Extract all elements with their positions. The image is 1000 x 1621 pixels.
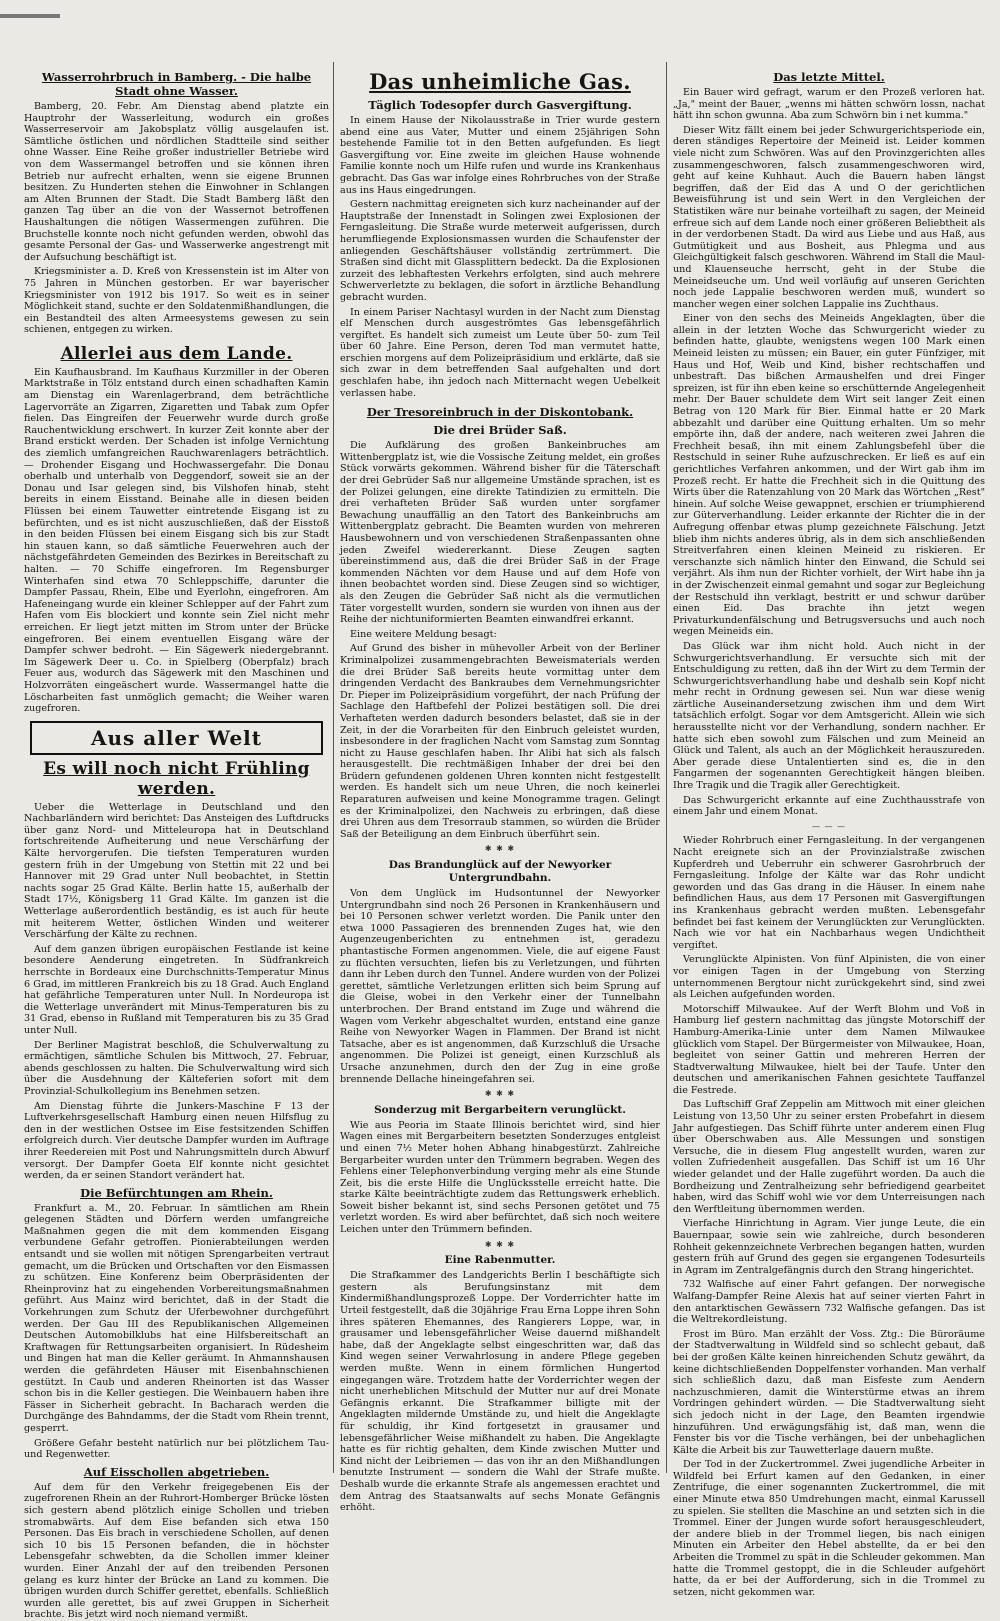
column-1 — [24, 66, 329, 1621]
article-paragraph: 732 Walfische auf einer Fahrt gefangen. Der norwegische Walfang-Dampfer Reine Alexis hat auf seiner vierten Fahrt in den antarktischen Gewässern 732 Walfische gefangen. Das ist die Weltrekordleistung. — [673, 1279, 985, 1326]
separator: ✱ ✱ ✱ — [484, 844, 516, 854]
article-paragraph: Kriegsminister a. D. Kreß von Kressenstein ist im Alter von 75 Jahren in München gestorben. Er war bayerischer Kriegsminister von 1912 bis 1917. So weit es in seiner Möglichkeit stand, suchte er den Soldatenmißhandlungen, die ein Bestandteil des alten Armeesystems gewesen zu sein schienen, entgegen zu wirken. — [24, 266, 329, 336]
article-paragraph: Wieder Rohrbruch einer Ferngasleitung. In der vergangenen Nacht ereignete sich an der Provinzialstraße zwischen Kupferdreh und Ueberruhr ein schwerer Gasrohrbruch der Ferngasleitung. Infolge der Kälte war das Rohr undicht geworden und das Gas drang in die Häuser. In einem nahe befindlichen Haus, aus dem 17 Personen mit Gasvergiftungen ins Krankenhaus gebracht werden mußten. Lebensgefahr befindet bei fast keinem der Verunglückten zur Verunglückten. Nach wie vor hat ein Nachbarhaus wegen Undichtheit vergiftet. — [673, 835, 985, 951]
headline-eisschollen: Auf Eisschollen abgetrieben. — [83, 1464, 270, 1479]
article-paragraph: Motorschiff Milwaukee. Auf der Werft Blohm und Voß in Hamburg lief gestern nachmittag das jüngste Motorschiff der Hamburg-Amerika-Linie unter dem Namen Milwaukee glücklich vom Stapel. Der Bürgermeister von Milwaukee, Hoan, begleitet von seiner Gattin und mehreren Herren der Stadtverwaltung Milwaukee, hielt bei der Taufe. Unter den deutschen und amerikanischen Fahnen gesichtete Tauffanzel die Festrede. — [673, 1003, 985, 1096]
article-paragraph: Bamberg, 20. Febr. Am Dienstag abend platzte ein Hauptrohr der Wasserleitung, wodurch ein großes Wasserreservoir am Jakobsplatz völlig ausgelaufen ist. Sämtliche östlichen und nördlichen Stadtteile sind seither ohne Wasser. Eine Reihe großer industrieller Betriebe wird von dem Wassermangel betroffen und sie können ihren Betrieb nur aufrecht erhalten, wenn sie eigene Brunnen besitzen. Zu Hunderten stehen die Einwohner in Schlangen am Alten Brunnen der Stadt. Die Stadt Bamberg läßt den ganzen Tag über an die von der Wassernot betroffenen Haushaltungen die nötigen Wassermengen zuführen. Die Bruchstelle konnte noch nicht gefunden werden, obwohl das gesamte Personal der Gas- und Wasserwerke angestrengt mit der Aufsuchung beschäftigt ist. — [24, 101, 329, 263]
column-rule-1 — [333, 62, 334, 1473]
article-paragraph: Frankfurt a. M., 20. Februar. In sämtlichen am Rhein gelegenen Städten und Dörfern werden umfangreiche Maßnahmen gegen die mit dem kommenden Eisgang verbundene Gefahr getroffen. Pionierabteilungen werden entsandt und sie wollen mit nötigen Sprengarbeiten vertraut gemacht, um die Brücken und Ortschaften vor den Eismassen zu schützen. Eine Konferenz beim Oberpräsidenten der Rheinprovinz hat zu eingehenden Vorbereitungsmaßnahmen geführt. Aus Mainz wird berichtet, daß in der Stadt die Vorkehrungen zum Schutz der Uferbewohner durchgeführt werden. Der Gau III des Republikanischen Allgemeinen Deutschen Automobilklubs hat eine Hilfsbereitschaft an Kraftwagen für Rettungsarbeiten organisiert. In Rüdesheim und Bingen hat man die Keller geräumt. In Ahmannshausen werden die gefährdeten Häuser mit Eisenbahnschienen gestützt. In Caub und anderen Rheinorten ist das Wasser schon bis in die Keller gestiegen. Die Weinbauern haben ihre Fässer in Sicherheit gebracht. In Bacharach werden die Durchgänge des Bahndamms, der die Stadt vom Rhein trennt, gesperrt. — [24, 1202, 329, 1434]
article-paragraph: Vierfache Hinrichtung in Agram. Vier junge Leute, die ein Bauernpaar, sowie sein wie zahlreiche, durch besonderen Rohheit gekennzeichnete Verbrechen begangen hatten, wurden gestern früh auf Grund des gegen sie ergangenen Todesurteils in Agram im Zentralgefängnis durch den Strang hingerichtet. — [673, 1218, 985, 1276]
article-paragraph: Das Glück war ihm nicht hold. Auch nicht in der Schwurgerichtsverhandlung. Er versuchte sich mit der Entschuldigung zu retten, daß ihn der Wirt zu dem Termin der Schwurgerichtsverhandlung habe und deshalb sein Kopf nicht mehr recht in Ordnung gewesen sei. Nun war diese wenig zärtliche Auseinandersetzung zwischen ihm und dem Wirt tatsächlich erfolgt. Sogar vor dem Amtsgericht. Allein wie sich herausstellte nicht vor der Verhandlung, sondern nachher. Er hatte sich eben sowohl zum Fälschen und zum Meineid an Glück und Talent, als auch an der Möglichkeit herauszureden. Aber gerade diese Untalentierten sind es, die in den Fangarmen der sogenannten Gerechtigkeit hängen bleiben. Ihre Tragik und die Tragik aller Gerechtigkeit. — [673, 640, 985, 792]
column-rule-2 — [666, 62, 667, 1473]
subheadline-gas: Täglich Todesopfer durch Gasvergiftung. — [368, 98, 632, 112]
article-paragraph: Der Berliner Magistrat beschloß, die Schulverwaltung zu ermächtigen, sämtliche Schulen bis Mittwoch, 27. Februar, abends geschlossen zu halten. Die Schulverwaltung wird sich über die Ausdehnung der Kälteferien sofort mit dem Provinzial-Schulkollegium ins Benehmen setzen. — [24, 1039, 329, 1097]
article-paragraph: Das Schwurgericht erkannte auf eine Zuchthausstrafe von einem Jahr und einem Monat. — [673, 794, 985, 818]
subheadline-sass: Die drei Brüder Saß. — [433, 423, 567, 438]
article-paragraph: Auf dem für den Verkehr freigegebenen Eis der zugefrorenen Rhein an der Ruhrort-Homberger Brücke lösten sich gestern abend plötzlich einige Schollen und trieben stromabwärts. Auf dem Eise befanden sich etwa 150 Personen. Das Eis brach in verschiedene Schollen, auf denen sich 10 bis 15 Personen befanden, die in höchster Lebensgefahr schwebten, da die Schollen immer kleiner wurden. Einer Anzahl der auf den treibenden Personen gelang es kurz hinter der Brücke an Land zu kommen. Die übrigen wurden durch Schiffer gerettet, ebenfalls. Schließlich wurden alle gerettet, bis auf zwei Gruppen in Sicherheit brachte. Bis jetzt wird noch niemand vermißt. — [24, 1481, 329, 1621]
section-box-aus-aller-welt: Aus aller Welt — [30, 721, 323, 755]
headline-rhein: Die Befürchtungen am Rhein. — [80, 1185, 273, 1200]
article-paragraph: Ein Bauer wird gefragt, warum er den Prozeß verloren hat. „Ja," meint der Bauer, „wenns mi hätten schwörn lossn, nachat hätt ihn schon gwunna. Aba zum Schwörn bin i net kumma." — [673, 87, 985, 122]
headline-rabenmutter: Eine Rabenmutter. — [444, 1254, 556, 1267]
headline-tresor: Der Tresoreinbruch in der Diskontobank. — [366, 405, 634, 420]
article-paragraph: Wie aus Peoria im Staate Illinois berichtet wird, sind hier Wagen eines mit Bergarbeitern besetzten Sonderzuges entgleist und einen 7½ Meter hohen Abhang hinabgestürzt. Zahlreiche Bergarbeiter wurden unter den Trümmern begraben. Wegen des Fehlens einer Telephonverbindung verging mehr als eine Stunde Zeit, bis die erste Hilfe die Unglücksstelle erreicht hatte. Die starke Kälte beeinträchtigte zudem das Rettungswerk erheblich. Soweit bisher bekannt ist, sind sechs Personen getötet und 75 verletzt worden. Es wird aber befürchtet, daß sich noch weitere Leichen unter den Trümmern befinden. — [340, 1119, 660, 1236]
article-paragraph: Am Dienstag führte die Junkers-Maschine F 13 der Luftverkehrsgesellschaft Hamburg einen neuen Hilfsflug zu den in der westlichen Ostsee im Eise festsitzenden Schiffen erfolgreich durch. Vier deutsche Dampfer wurden im Auftrage ihrer Reedereien mit Post und Nahrungsmitteln durch Abwurf versorgt. Der Dampfer Goeta Elf konnte nicht gesichtet werden, da er seinen Standort verändert hat. — [24, 1100, 329, 1182]
headline-fruehling: Es will noch nicht Frühling werden. — [43, 758, 310, 799]
article-paragraph: Dieser Witz fällt einem bei jeder Schwurgerichtsperiode ein, deren ständiges Repertoire der Meineid ist. Leider kommen viele nicht zum Schwören. Was auf den Provinzgerichten alles zusammengeschworen, falsch zusammengeschworen wird, geht auf keine Kuhhaut. Auch die Bauern haben längst begriffen, daß der Eid das A und O der gerichtlichen Beweisführung ist und sein Wert in den Vergleichen der Statistiken wäre nur beinahe vorteilhaft zu sagen, der Meineid erfreue sich auf dem Lande noch einer größeren Beliebtheit als in der verdorbenen Stadt. Da wird aus Liebe und aus Haß, aus Gutmütigkeit und aus Bosheit, aus Phlegma und aus Gleichgültigkeit falsch geschworen. Während im Stall die Maul- und Klauenseuche herrscht, geht in der Stube die Meineidseuche um. Und weil vorläufig auf unseren Gerichten noch jede Lappalie beschworen werden muß, wundert so mancher wegen einer solchen Lappalie ins Zuchthaus. — [673, 124, 985, 310]
article-paragraph: Gestern nachmittag ereigneten sich kurz nacheinander auf der Hauptstraße der Innenstadt in Solingen zwei Explosionen der Ferngasleitung. Die Straße wurde meterweit aufgerissen, durch herumfliegende Explosionsmassen wurden die Schaufenster der anliegenden Geschäftshäuser vollständig zertrümmert. Die Straßen sind dicht mit Glassplittern bedeckt. Da die Explosionen zurzeit des lebhaftesten Verkehrs erfolgten, sind auch mehrere Schwerverletzte zu beklagen, die sofort in ärztliche Behandlung gebracht wurden. — [340, 199, 660, 303]
article-paragraph: Von dem Unglück im Hudsontunnel der Newyorker Untergrundbahn sind noch 26 Personen in Krankenhäusern und bei 10 Personen schwer verletzt worden. Die Panik unter den etwa 1000 Passagieren des brennenden Zuges hat, wie den Augenzeugenberichten zu entnehmen ist, geradezu phantastische Formen angenommen. Viele, die auf eigene Faust zu flüchten versuchten, liefen bis zu Verletzungen, und führten dann ihr Leben durch den Tunnel. Andere wurden von der Polizei gerettet, sämtliche Verletzungen erlitten sich beim Sprung auf die Gleise, wobei in den Verkehr einer der Tunnelbahn unterbrochen. Der Brand entstand im Zuge und während die Wagen vom Verkehr abgeschaltet wurden, entstand eine ganze Reihe von Newyorker Wagen in Flammen. Der Brand ist nicht Tatsache, aber es ist angenommen, daß Kurzschluß die Ursache angenommen. Die Polizei ist geneigt, einen Kurzschluß als Ursache anzunehmen, durch den der Zug in eine große brennende Dellache hineingefahren sei. — [340, 888, 660, 1085]
article-paragraph: In einem Pariser Nachtasyl wurden in der Nacht zum Dienstag elf Menschen durch ausgeströmtes Gas lebensgefährlich vergiftet. Es handelt sich zumeist um Leute über 50- zum Teil über 60 Jahre. Eine Person, deren Tod man vermutet hatte, erschien morgens auf dem Polizeipräsidium und erklärte, daß sie sich zwar in dem betreffenden Saal aufgehalten und dort geschlafen habe, ihn jedoch nach Mitternacht wegen Uebelkeit verlassen habe. — [340, 306, 660, 399]
column-2 — [340, 66, 660, 1514]
article-paragraph: Das Luftschiff Graf Zeppelin am Mittwoch mit einer gleichen Leistung von 13,50 Uhr zu seiner ersten Probefahrt in diesem Jahr aufgestiegen. Das Schiff führte unter anderem einen Flug über Oberschwaben aus. Alle Messungen und sonstigen Versuche, die in diesem Flug angestellt wurden, waren zur vollen Zufriedenheit ausgefallen. Das Schiff ist um 16 Uhr wieder gelandet und der Halle zugeführt worden. Da auch die Bordheizung und Zentralheizung sehr befriedigend gearbeitet haben, wird das Schiff wohl wie vor dem Unterreisungen nach den Werftleitung übernommen werden. — [673, 1099, 985, 1215]
column-3 — [673, 66, 985, 1598]
article-paragraph: Verunglückte Alpinisten. Von fünf Alpinisten, die von einer vor einigen Tagen in der Umgebung von Sterzing unternommenen Bergtour nicht zurückgekehrt sind, sind zwei als Leichen aufgefunden worden. — [673, 954, 985, 1001]
article-paragraph: Die Aufklärung des großen Bankeinbruches am Wittenbergplatz ist, wie die Vossische Zeitung meldet, ein großes Stück vorwärts gekommen. Während bisher für die Täterschaft der drei Gebrüder Saß nur allgemeine Umstände sprachen, ist es der Polizei gelungen, eine direkte Tatindizien zu ermitteln. Die drei verhafteten Brüder Saß wurden unter sorgfamer Bewachung unauffällig an den Tatort des Bankeinbruchs am Wittenbergplatz gebracht. Die Beamten wurden von mehreren Hausbewohnern und von verschiedenen Straßenpassanten ohne jeden Zweifel wiedererkannt. Diese Zeugen sagten übereinstimmend aus, daß die drei Brüder Saß in der Frage kommenden Nächten vor dem Hause und auf dem Hofe von ihnen beobachtet worden sind. Diese Zeugen sind so wichtiger, als den Zeugen die Gebrüder Saß nicht als die vermutlichen Täter vorgestellt wurden, sondern sie wurden von ihnen aus der Reihe der nichtuniformierten Beamten einwandfrei erkannt. — [340, 440, 660, 626]
separator: ✱ ✱ ✱ — [484, 1089, 516, 1099]
headline-wasserrohrbruch: Wasserrohrbruch in Bamberg. - Die halbe Stadt ohne Wasser. — [41, 70, 312, 98]
article-paragraph: In einem Hause der Nikolausstraße in Trier wurde gestern abend eine aus Vater, Mutter und einem 25jährigen Sohn bestehende Familie tot in den Betten aufgefunden. Es liegt Gasvergiftung vor. Eine zweite im gleichen Hause wohnende Familie konnte noch um Hilfe rufen und wurde ins Krankenhaus gebracht. Das Gas war infolge eines Rohrbruches von der Straße aus ins Haus eingedrungen. — [340, 115, 660, 196]
article-paragraph: Ueber die Wetterlage in Deutschland und den Nachbarländern wird berichtet: Das Ansteigen des Luftdrucks über ganz Nord- und Mitteleuropa hat in Deutschland fortschreitende Aufheiterung und neue Verschärfung der Kälte hervorgerufen. Die tiefsten Temperaturen wurden gestern früh in der Umgebung von Stettin mit 22 und bei Hannover mit 29 Grad unter Null beobachtet, in Stettin nachts sogar 25 Grad Kälte. Berlin hatte 15, außerhalb der Stadt 17½, Königsberg 11 Grad Kälte. Im ganzen ist die Wetterlage außerordentlich beständig, es ist auch für heute mit heiterem Wetter, östlichen Winden und weiterer Verschärfung der Kälte zu rechnen. — [24, 801, 329, 941]
article-paragraph: Größere Gefahr besteht natürlich nur bei plötzlichem Tau- und Regenwetter. — [24, 1437, 329, 1461]
article-paragraph: Eine weitere Meldung besagt: — [350, 628, 497, 640]
article-paragraph: Ein Kaufhausbrand. Im Kaufhaus Kurzmiller in der Oberen Marktstraße in Tölz entstand durch einen schadhaften Kamin am Dienstag ein Warenlagerbrand, dem beträchtliche Lagervorräte an Zigarren, Zigaretten und Tabak zum Opfer fielen. Das Eingreifen der Feuerwehr wurde durch große Rauchentwicklung erschwert. In kurzer Zeit konnte aber der Brand erstickt werden. Der Schaden ist infolge Vernichtung des ziemlich umfangreichen Rauchwarenlagers beträchtlich. — Drohender Eisgang und Hochwassergefahr. Die Donau oberhalb und unterhalb von Deggendorf, soweit sie an der Donau und Isar gelegen sind, bis Vilshofen hinab, steht bereits in einem Eisstand. Beinahe alle in diesen beiden Flüssen bei einem Tauwetter eintretende Eisgang ist zu befürchten, und es ist nicht auszuschließen, daß der Eisstoß in den beiden Flüssen bei einem Eisgang sich bis zur Stadt hin stauen kann, so daß sämtliche Feuerwehren auch der nächstgefährdeten Gemeinden des Bezirkes in Bereitschaft zu halten. — 70 Schiffe eingefroren. Im Regensburger Winterhafen sind etwa 70 Schleppschiffe, darunter die Dampfer Passau, Rhein, Elbe und Eyerlohn, eingefroren. Am Hafeneingang wurde ein kleiner Schlepper auf der Fahrt zum Hafen vom Eis blockiert und konnte sein Ziel nicht mehr erreichen. Er liegt jetzt mitten im Strom unter der Brücke eingefroren. Bei einem eventuellen Eisgang wäre der Dampfer schwer bedroht. — Ein Sägewerk niedergebrannt. Im Sägewerk Deer u. Co. in Spielberg (Oberpfalz) brach Feuer aus, wodurch das Sägewerk mit den Maschinen und Holzvorräten eingeäschert wurde. Wassermangel hatte die Löscharbeiten fast unmöglich gemacht; die Weiher waren zugefroren. — [24, 366, 329, 715]
article-paragraph: Frost im Büro. Man erzählt der Voss. Ztg.: Die Büroräume der Stadtverwaltung in Wildfeld sind so schlecht gebaut, daß bei der großen Kälte keinen hinreichenden Schutz gewährt, da keine dichtschließenden Doppelfenster vorhanden. Man verhalf sich schließlich dazu, daß man Eisfeste zum Aendern nachzuschmieren, damit die Winterstürme etwas an ihrem Vordringen gehindert würden. — Die Stadtverwaltung sieht sich jedoch nicht in der Lage, den Beamten irgendwie hinzuführen. Und erwägungsfähig ist, daß man, wenn die Fenster bis vor die Tische verhängen, bei der unbehaglichen Kälte die Arbeit bis zur Tauwetterlage dauern mußte. — [673, 1328, 985, 1456]
separator: — — — — [811, 821, 847, 831]
headline-sonderzug: Sonderzug mit Bergarbeitern verunglückt. — [374, 1103, 626, 1116]
headline-gas: Das unheimliche Gas. — [369, 69, 631, 94]
scan-edge-mark — [0, 14, 60, 18]
article-paragraph: Einer von den sechs des Meineids Angeklagten, über die allein in der letzten Woche das Schwurgericht wieder zu befinden hatte, glaubte, wenigstens wegen 100 Mark einen Meineid leisten zu müssen; ein Bauer, ein guter Fünfziger, mit Haus und Hof, Weib und Kind, bisher rechtschaffen und unbestraft. Das bißchen Armaushelfen und drei Finger spreizen, ist für ihn eben keine so erschütternde Angelegenheit mehr. Der Bauer schuldete dem Wirt seit langer Zeit einen Betrag von 120 Mark für Bier. Einmal hatte er 20 Mark abbezahlt und darüber eine Quittung erhalten. Um so mehr empörte ihn, daß der andere, nach weiteren zwei Jahren die Frechheit besaß, ihn mit einem Zahlungsbefehl über die Restschuld in seiner Ruhe aufzuschrecken. Er ließ es auf ein gerichtliches Verfahren ankommen, und der Wirt gab ihm im Prozeß recht. Er hatte die Frechheit sich in die Quittung des Wirts über die Ratenzahlung von 20 Mark das Wörtchen „Rest" hinein. Auf solche Weise gewappnet, erschien er triumphierend zur Güterverhandlung. Leider erkannte der Richter die in der Aufregung offenbar etwas plump gezeichnete Fälschung. Jetzt blieb ihm nichts anderes übrig, als in dem sich anschließenden Streitverfahren einen kleinen Meineid zu riskieren. Er verschanzte sich nämlich hinter den Einwand, die Schuld sei verjährt. Als ihm nun der Richter vorhielt, der Wirt habe ihn ja in der Zwischenzeit einmal gemahnt und sogar zur Begleichung der Restschuld ihn verklagt, bestritt er und schwur darüber einen Eid. Das brachte ihn jetzt wegen Privaturkundenfälschung und Betrugsversuchs und auch noch wegen Meineids ein. — [673, 313, 985, 638]
separator: ✱ ✱ ✱ — [484, 1239, 516, 1249]
headline-allerlei: Allerlei aus dem Lande. — [60, 343, 293, 364]
article-paragraph: Die Strafkammer des Landgerichts Berlin I beschäftigte sich gestern als Berufungsinstanz mit dem Kindermißhandlungsprozeß Loppe. Der Vorderrichter hatte im Urteil festgestellt, daß die 30jährige Frau Erna Loppe ihren Sohn ihres späteren Ehemannes, des Rangierers Loppe, war, in grausamer und lebensgefährlicher Weise dauernd mißhandelt habe, daß der Angeklagte selbst eingeschritten war, daß das Kind wegen seiner Verwahrlosung in andere Pflege gegeben werden mußte. Wenn in einem förmlichen Hungertod eingegangen wäre. Trotzdem hatte der Vorderrichter wegen der nicht unerheblichen Mitschuld der Mutter nur auf drei Monate Gefängnis erkannt. Die Strafkammer billigte mit der Angeklagten mildernde Umstände zu, und hielt die Angeklagte für schuldig, ihr Kind fortgesetzt in grausamer und lebensgefährlicher Weise mißhandelt zu haben. Die Angeklagte hatte es für richtig gehalten, dem Kinde zwischen Mutter und Kind nicht der Leibriemen — das von ihr an den Mißhandlungen benutzte Instrument — sondern die Wahl der Strafe mußte. Deshalb wurde die erkannte Strafe als angemessen erachtet und dem Antrag des Staatsanwalts auf sechs Monate Gefängnis erhöht. — [340, 1270, 660, 1514]
headline-letzte-mittel: Das letzte Mittel. — [773, 70, 885, 84]
article-paragraph: Auf Grund des bisher in mühevoller Arbeit von der Berliner Kriminalpolizei zusammengebrachten Beweismaterials werden die drei Brüder Saß bereits heute vormittag unter dem dringenden Verdacht des Bankraubes dem Vernehmungsrichter Dr. Pieper im Polizeipräsidium vorgeführt, der nach Prüfung der Sachlage den Haftbefehl der Polizei bestätigen soll. Die drei Verhafteten werden dadurch besonders belastet, daß sie in der Zeit, in der die Vorarbeiten für den Einbruch geleistet wurden, insbesondere in der fraglichen Nacht vom Samstag zum Sonntag nicht zu Hause geschlafen haben. Ihr Alibi hat sich als falsch herausgestellt. Die rechtmäßigen Inhaber der drei bei den Brüdern gefundenen goldenen Uhren konnten nicht festgestellt werden. Es handelt sich um neue Uhren, die noch keinerlei Reparaturen aufweisen und keine Monogramme tragen. Gelingt es der Kriminalpolizei, den Nachweis zu erbringen, daß diese drei Uhren aus dem Tresorraub stammen, so würden die Brüder Saß der Beteiligung an dem Einbruch überführt sein. — [340, 643, 660, 840]
article-paragraph: Der Tod in der Zuckertrommel. Zwei jugendliche Arbeiter in Wildfeld bei Erfurt kamen auf den Gedanken, in einer Zentrifuge, die einer sogenannten Zuckertrommel, die mit einer Minute etwa 850 Umdrehungen macht, einmal Karussell zu spielen. Sie stellten die Maschine an und setzten sich in die Trommel. Einer der Jungen wurde sofort herausgeschleudert, der andere blieb in der Trommel liegen, bis nach einigen Minuten ein Arbeiter den Hebel abstellte, da er bei den Arbeiten die Trommel zu spät in die Schleuder gekommen. Man hatte die Trommel gestoppt, die in die Schleuder aufgehört hatte, da er bei der Aufforderung, sich in die Trommel zu setzen, nicht gekommen war. — [673, 1459, 985, 1598]
headline-newyork: Das Brandunglück auf der Newyorker Untergrundbahn. — [388, 859, 612, 885]
article-paragraph: Auf dem ganzen übrigen europäischen Festlande ist keine besondere Aenderung eingetreten. In Südfrankreich herrschte in Bordeaux eine Durchschnitts-Temperatur Minus 6 Grad, im mittleren Frankreich bis zu 18 Grad. Auch England hat gefährliche Temperaturen unter Null. In Nordeuropa ist die Wetterlage unverändert mit Minus-Temperaturen bis zu 31 Grad, ebenso in Rußland mit Temperaturen bis zu 35 Grad unter Null. — [24, 943, 329, 1036]
